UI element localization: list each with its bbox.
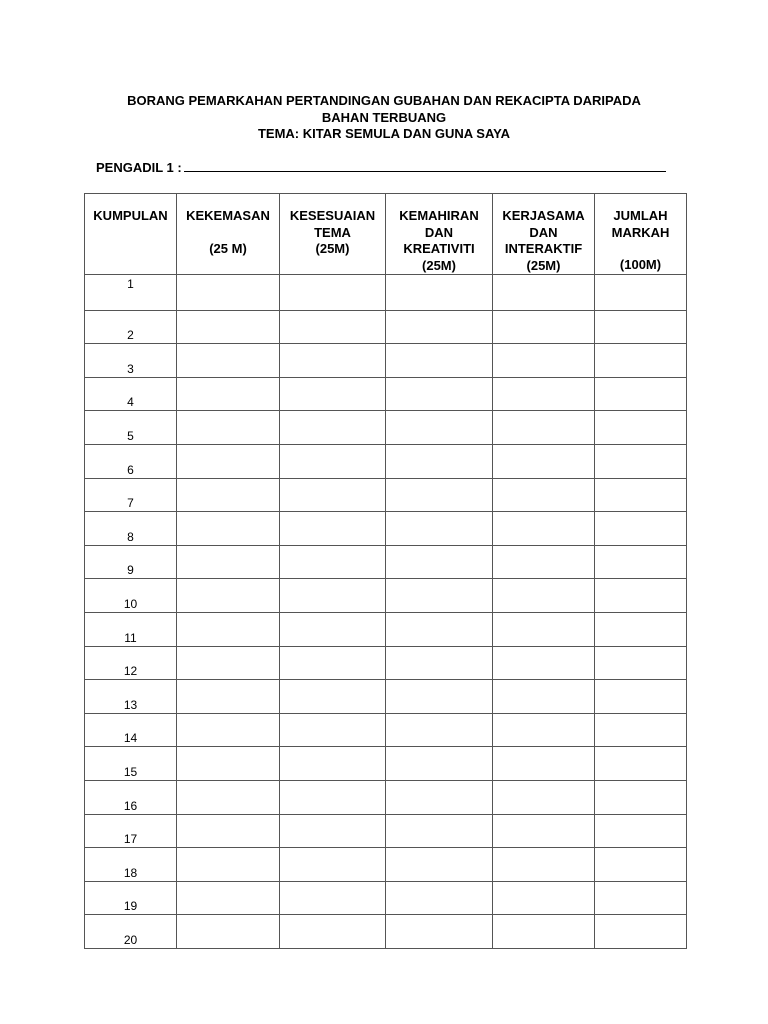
header-text: KEMAHIRAN (399, 208, 479, 223)
header-text: TEMA (314, 224, 351, 240)
score-cell-jumlah-markah[interactable] (595, 579, 687, 613)
table-row (85, 478, 687, 512)
group-number: 7 (85, 478, 177, 512)
score-cell-kerjasama-interaktif[interactable] (493, 680, 595, 714)
score-cell-kekemasan[interactable] (177, 411, 280, 445)
score-cell-jumlah-markah[interactable] (595, 411, 687, 445)
header-text: KERJASAMA (502, 208, 585, 223)
group-number: 13 (85, 680, 177, 714)
group-number: 12 (85, 646, 177, 680)
score-cell-kekemasan[interactable] (177, 344, 280, 378)
score-cell-jumlah-markah[interactable] (595, 680, 687, 714)
score-cell-kekemasan[interactable] (177, 377, 280, 411)
title-line-3: TEMA: KITAR SEMULA DAN GUNA SAYA (257, 126, 511, 141)
judge-label: PENGADIL 1 : (96, 160, 182, 175)
score-cell-kekemasan[interactable] (177, 848, 280, 882)
score-cell-kerjasama-interaktif[interactable] (493, 478, 595, 512)
score-cell-kemahiran-kreativiti[interactable] (386, 444, 493, 478)
score-cell-kemahiran-kreativiti[interactable] (386, 579, 493, 613)
score-cell-kekemasan[interactable] (177, 713, 280, 747)
header-text: (25M) (526, 257, 561, 273)
score-cell-jumlah-markah[interactable] (595, 646, 687, 680)
score-cell-kekemasan[interactable] (177, 780, 280, 814)
table-row (85, 814, 687, 848)
table-row (85, 915, 687, 949)
header-text: DAN (529, 224, 558, 240)
column-header-jumlah-markah (595, 194, 687, 275)
column-header-kekemasan (177, 194, 280, 275)
column-header-kesesuaian-tema (280, 194, 386, 275)
header-text: KEKEMASAN (186, 208, 270, 223)
header-text: (25M) (315, 241, 350, 256)
score-cell-kemahiran-kreativiti[interactable] (386, 310, 493, 344)
score-cell-kesesuaian-tema[interactable] (280, 646, 386, 680)
header-text: MARKAH (611, 224, 670, 240)
score-cell-kemahiran-kreativiti[interactable] (386, 848, 493, 882)
header-text: JUMLAH (613, 208, 668, 223)
form-title (0, 93, 768, 143)
score-cell-kemahiran-kreativiti[interactable] (386, 881, 493, 915)
score-cell-kesesuaian-tema[interactable] (280, 915, 386, 949)
score-cell-kekemasan[interactable] (177, 444, 280, 478)
score-cell-kerjasama-interaktif[interactable] (493, 881, 595, 915)
group-number: 14 (85, 713, 177, 747)
score-cell-kesesuaian-tema[interactable] (280, 713, 386, 747)
score-cell-kekemasan[interactable] (177, 814, 280, 848)
table-row (85, 848, 687, 882)
table-row (85, 444, 687, 478)
score-cell-jumlah-markah[interactable] (595, 545, 687, 579)
score-cell-kerjasama-interaktif[interactable] (493, 780, 595, 814)
score-cell-kekemasan[interactable] (177, 275, 280, 311)
score-cell-kesesuaian-tema[interactable] (280, 747, 386, 781)
score-cell-kemahiran-kreativiti[interactable] (386, 344, 493, 378)
score-cell-kemahiran-kreativiti[interactable] (386, 646, 493, 680)
header-text: (100M) (619, 257, 662, 272)
score-cell-jumlah-markah[interactable] (595, 310, 687, 344)
score-cell-kesesuaian-tema[interactable] (280, 310, 386, 344)
score-cell-kekemasan[interactable] (177, 478, 280, 512)
score-cell-kekemasan[interactable] (177, 512, 280, 546)
score-cell-kesesuaian-tema[interactable] (280, 612, 386, 646)
group-number: 2 (85, 310, 177, 344)
table-row (85, 780, 687, 814)
score-cell-kekemasan[interactable] (177, 881, 280, 915)
title-line-1: BORANG PEMARKAHAN PERTANDINGAN GUBAHAN DAN REKACIPTA DARIPADA (127, 93, 641, 108)
score-cell-kekemasan[interactable] (177, 915, 280, 949)
table-body (85, 275, 687, 949)
table-row (85, 680, 687, 714)
group-number: 5 (85, 411, 177, 445)
score-cell-kemahiran-kreativiti[interactable] (386, 478, 493, 512)
score-cell-jumlah-markah[interactable] (595, 814, 687, 848)
score-cell-kemahiran-kreativiti[interactable] (386, 275, 493, 311)
score-cell-kerjasama-interaktif[interactable] (493, 848, 595, 882)
score-cell-kerjasama-interaktif[interactable] (493, 915, 595, 949)
table-row (85, 512, 687, 546)
score-cell-kerjasama-interaktif[interactable] (493, 612, 595, 646)
score-cell-jumlah-markah[interactable] (595, 747, 687, 781)
table-row (85, 310, 687, 344)
header-spacer (595, 241, 686, 257)
header-text: (25 M) (209, 240, 247, 256)
title-line-2: BAHAN TERBUANG (321, 109, 447, 125)
column-header-kerjasama-interaktif (493, 194, 595, 275)
score-cell-jumlah-markah[interactable] (595, 780, 687, 814)
score-cell-kerjasama-interaktif[interactable] (493, 444, 595, 478)
header-text: KUMPULAN (93, 208, 168, 223)
column-header-kumpulan (85, 194, 177, 275)
group-number: 16 (85, 780, 177, 814)
score-cell-kemahiran-kreativiti[interactable] (386, 612, 493, 646)
score-cell-kesesuaian-tema[interactable] (280, 814, 386, 848)
group-number: 6 (85, 444, 177, 478)
table-row (85, 612, 687, 646)
score-cell-jumlah-markah[interactable] (595, 377, 687, 411)
group-number: 15 (85, 747, 177, 781)
score-cell-kesesuaian-tema[interactable] (280, 680, 386, 714)
group-number: 11 (85, 612, 177, 646)
table-row (85, 411, 687, 445)
score-cell-kemahiran-kreativiti[interactable] (386, 780, 493, 814)
column-header-kemahiran-kreativiti (386, 194, 493, 275)
header-text: KREATIVITI (403, 241, 475, 256)
score-cell-kerjasama-interaktif[interactable] (493, 344, 595, 378)
score-cell-kerjasama-interaktif[interactable] (493, 377, 595, 411)
score-cell-kesesuaian-tema[interactable] (280, 275, 386, 311)
score-cell-kesesuaian-tema[interactable] (280, 579, 386, 613)
score-cell-kerjasama-interaktif[interactable] (493, 713, 595, 747)
judge-field (96, 159, 666, 175)
score-cell-kemahiran-kreativiti[interactable] (386, 747, 493, 781)
score-cell-kekemasan[interactable] (177, 579, 280, 613)
score-cell-kesesuaian-tema[interactable] (280, 377, 386, 411)
score-cell-kemahiran-kreativiti[interactable] (386, 545, 493, 579)
score-cell-kerjasama-interaktif[interactable] (493, 814, 595, 848)
group-number: 1 (85, 275, 177, 311)
group-number: 4 (85, 377, 177, 411)
group-number: 18 (85, 848, 177, 882)
score-cell-kemahiran-kreativiti[interactable] (386, 915, 493, 949)
score-cell-kekemasan[interactable] (177, 545, 280, 579)
header-text: DAN (424, 224, 454, 240)
score-cell-kerjasama-interaktif[interactable] (493, 747, 595, 781)
score-cell-kerjasama-interaktif[interactable] (493, 275, 595, 311)
score-cell-jumlah-markah[interactable] (595, 713, 687, 747)
score-cell-kesesuaian-tema[interactable] (280, 512, 386, 546)
score-cell-kesesuaian-tema[interactable] (280, 344, 386, 378)
score-cell-jumlah-markah[interactable] (595, 881, 687, 915)
group-number: 19 (85, 881, 177, 915)
score-cell-kesesuaian-tema[interactable] (280, 848, 386, 882)
score-cell-kesesuaian-tema[interactable] (280, 444, 386, 478)
judge-name-blank[interactable] (184, 159, 666, 172)
score-cell-kekemasan[interactable] (177, 646, 280, 680)
table-row (85, 713, 687, 747)
score-cell-kerjasama-interaktif[interactable] (493, 512, 595, 546)
header-text: (25M) (422, 257, 456, 273)
group-number: 3 (85, 344, 177, 378)
score-cell-kemahiran-kreativiti[interactable] (386, 411, 493, 445)
group-number: 10 (85, 579, 177, 613)
scoring-table (84, 193, 687, 949)
group-number: 17 (85, 814, 177, 848)
group-number: 9 (85, 545, 177, 579)
score-cell-kekemasan[interactable] (177, 680, 280, 714)
table-row (85, 377, 687, 411)
score-cell-kemahiran-kreativiti[interactable] (386, 512, 493, 546)
header-spacer (177, 225, 279, 241)
score-cell-jumlah-markah[interactable] (595, 512, 687, 546)
score-cell-kesesuaian-tema[interactable] (280, 545, 386, 579)
table-row (85, 344, 687, 378)
score-cell-kekemasan[interactable] (177, 310, 280, 344)
score-cell-kesesuaian-tema[interactable] (280, 411, 386, 445)
table-row (85, 747, 687, 781)
table-row (85, 646, 687, 680)
score-cell-kemahiran-kreativiti[interactable] (386, 713, 493, 747)
score-cell-kemahiran-kreativiti[interactable] (386, 814, 493, 848)
group-number: 20 (85, 915, 177, 949)
table-row (85, 881, 687, 915)
table-row (85, 579, 687, 613)
table-header-row (85, 194, 687, 275)
score-cell-jumlah-markah[interactable] (595, 478, 687, 512)
score-cell-jumlah-markah[interactable] (595, 915, 687, 949)
score-cell-kesesuaian-tema[interactable] (280, 780, 386, 814)
score-cell-kerjasama-interaktif[interactable] (493, 310, 595, 344)
score-cell-kemahiran-kreativiti[interactable] (386, 680, 493, 714)
score-cell-kekemasan[interactable] (177, 747, 280, 781)
table-row (85, 275, 687, 311)
header-text: KESESUAIAN (289, 208, 376, 223)
score-cell-jumlah-markah[interactable] (595, 344, 687, 378)
score-cell-jumlah-markah[interactable] (595, 612, 687, 646)
score-cell-kerjasama-interaktif[interactable] (493, 646, 595, 680)
score-cell-kerjasama-interaktif[interactable] (493, 545, 595, 579)
score-cell-kemahiran-kreativiti[interactable] (386, 377, 493, 411)
score-cell-kesesuaian-tema[interactable] (280, 881, 386, 915)
score-cell-kesesuaian-tema[interactable] (280, 478, 386, 512)
score-cell-jumlah-markah[interactable] (595, 275, 687, 311)
header-text: INTERAKTIF (504, 241, 583, 256)
table-row (85, 545, 687, 579)
score-cell-jumlah-markah[interactable] (595, 848, 687, 882)
score-cell-jumlah-markah[interactable] (595, 444, 687, 478)
score-cell-kekemasan[interactable] (177, 612, 280, 646)
group-number: 8 (85, 512, 177, 546)
score-cell-kerjasama-interaktif[interactable] (493, 411, 595, 445)
score-cell-kerjasama-interaktif[interactable] (493, 579, 595, 613)
